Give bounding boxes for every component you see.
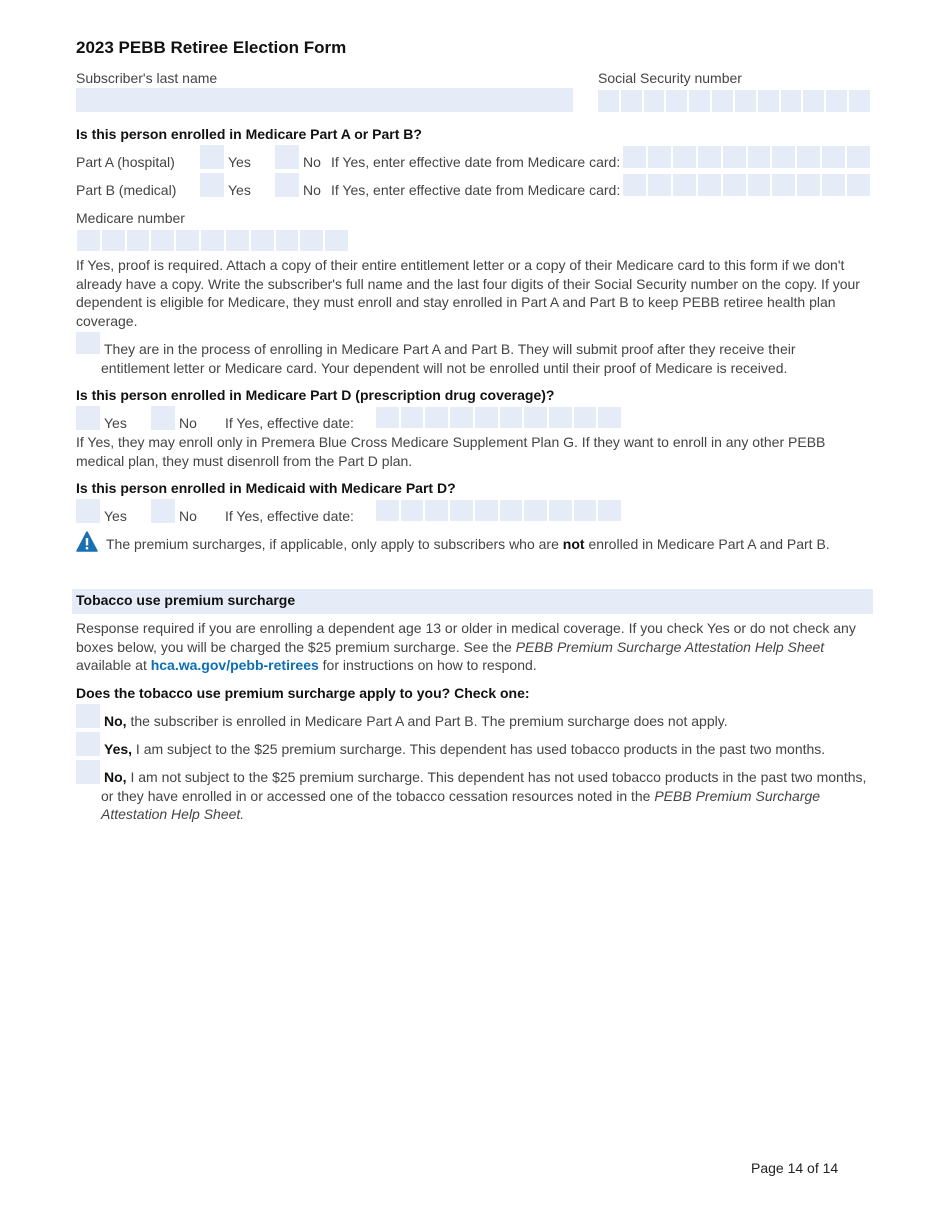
part-d-date-input[interactable] <box>376 407 621 428</box>
tobacco-option3-lead: No, <box>104 769 127 785</box>
warning-text-post: enrolled in Medicare Part A and Part B. <box>588 536 830 552</box>
tobacco-option1-body: the subscriber is enrolled in Medicare Part A and Part B. The premium surcharge does not apply. <box>130 713 728 729</box>
tobacco-option3-text <box>101 768 871 824</box>
warning-text-pre: The premium surcharges, if applicable, only apply to subscribers who are <box>106 536 559 552</box>
tobacco-option3-checkbox[interactable] <box>76 760 100 784</box>
medicaid-question: Is this person enrolled in Medicaid with Medicare Part D? <box>76 480 456 496</box>
enrolling-process-checkbox[interactable] <box>76 332 100 354</box>
tobacco-intro-part3: for instructions on how to respond. <box>322 657 537 673</box>
part-a-date-prompt: If Yes, enter effective date from Medicare card: <box>331 154 621 170</box>
warning-text <box>106 536 830 552</box>
tobacco-section-header <box>72 589 873 614</box>
tobacco-intro <box>76 619 872 675</box>
medicaid-no-label: No <box>179 508 197 524</box>
medicaid-yes-checkbox[interactable] <box>76 499 100 523</box>
tobacco-option2-lead: Yes, <box>104 741 133 757</box>
tobacco-intro-part1: Response required if you are enrolling a dependent age 13 or older in medical coverage. If you check Yes or do not check any boxes below, you will be charged the $25 premium surcharge. See the <box>76 620 856 655</box>
part-d-question: Is this person enrolled in Medicare Part D (prescription drug coverage)? <box>76 387 555 403</box>
medicaid-date-input[interactable] <box>376 500 621 521</box>
part-b-yes-label: Yes <box>228 182 251 198</box>
part-a-no-label: No <box>303 154 321 170</box>
part-d-yes-checkbox[interactable] <box>76 406 100 430</box>
tobacco-option1-checkbox[interactable] <box>76 704 100 728</box>
help-sheet-title: PEBB Premium Surcharge Attestation Help Sheet <box>515 638 825 655</box>
medicare-number-input[interactable] <box>77 230 348 251</box>
part-d-note: If Yes, they may enroll only in Premera Blue Cross Medicare Supplement Plan G. If they want to enroll in any other PEBB medical plan, they must disenroll from the Part D plan. <box>76 434 826 469</box>
tobacco-option1-lead: No, <box>104 713 127 729</box>
medicare-ab-question: Is this person enrolled in Medicare Part A or Part B? <box>76 126 422 142</box>
ssn-input[interactable] <box>598 90 870 112</box>
ssn-label: Social Security number <box>598 70 742 86</box>
part-b-date-input[interactable] <box>623 174 870 196</box>
part-d-no-label: No <box>179 415 197 431</box>
pebb-retirees-link[interactable]: hca.wa.gov/pebb-retirees <box>150 657 319 673</box>
part-b-no-label: No <box>303 182 321 198</box>
part-b-no-checkbox[interactable] <box>275 173 299 197</box>
tobacco-option2-text <box>104 740 874 759</box>
page-number: Page 14 of 14 <box>751 1160 839 1176</box>
part-a-no-checkbox[interactable] <box>275 145 299 169</box>
medicaid-date-prompt: If Yes, effective date: <box>225 508 354 524</box>
part-a-date-input[interactable] <box>623 146 870 168</box>
page-title: 2023 PEBB Retiree Election Form <box>76 38 347 57</box>
part-b-yes-checkbox[interactable] <box>200 173 224 197</box>
part-a-label: Part A (hospital) <box>76 154 175 170</box>
tobacco-option1-text <box>104 712 864 731</box>
last-name-input[interactable] <box>76 88 573 112</box>
tobacco-option2-body: I am subject to the $25 premium surcharge. This dependent has used tobacco products in the past two months. <box>135 741 826 757</box>
medicaid-yes-label: Yes <box>104 508 127 524</box>
warning-icon <box>76 531 98 552</box>
part-a-yes-checkbox[interactable] <box>200 145 224 169</box>
part-a-yes-label: Yes <box>228 154 251 170</box>
part-d-yes-label: Yes <box>104 415 127 431</box>
tobacco-question: Does the tobacco use premium surcharge apply to you? Check one: <box>76 685 530 701</box>
medicaid-no-checkbox[interactable] <box>151 499 175 523</box>
enrolling-process-text: They are in the process of enrolling in Medicare Part A and Part B. They will submit proof after they receive their entitlement letter or Medicare card. Your dependent will not be enrolled until their proof of Medicare is received. <box>101 341 796 376</box>
medicare-number-label: Medicare number <box>76 210 185 226</box>
tobacco-intro-part2: available at <box>76 657 147 673</box>
part-d-no-checkbox[interactable] <box>151 406 175 430</box>
last-name-label: Subscriber's last name <box>76 70 218 86</box>
tobacco-option2-checkbox[interactable] <box>76 732 100 756</box>
tobacco-heading: Tobacco use premium surcharge <box>76 592 296 608</box>
part-d-date-prompt: If Yes, effective date: <box>225 415 354 431</box>
warning-text-emph: not <box>562 536 585 552</box>
tobacco-option3-body: I am not subject to the $25 premium surcharge. This dependent has not used tobacco products in the past two months, or they have enrolled in or accessed one of the tobacco cessation resources noted in the <box>101 769 867 804</box>
part-b-date-prompt: If Yes, enter effective date from Medicare card: <box>331 182 621 198</box>
medicare-proof-text: If Yes, proof is required. Attach a copy of their entire entitlement letter or a copy of their Medicare card to this form if we don't already have a copy. Write the subscriber's full name and the last four digits of their Social Security number on the copy. If your dependent is eligible for Medicare, they must enroll and stay enrolled in Part A and Part B to keep PEBB retiree health plan coverage. <box>76 257 860 329</box>
tobacco-option3-help-sheet: PEBB Premium Surcharge Attestation Help Sheet. <box>101 787 821 822</box>
part-b-label: Part B (medical) <box>76 182 177 198</box>
